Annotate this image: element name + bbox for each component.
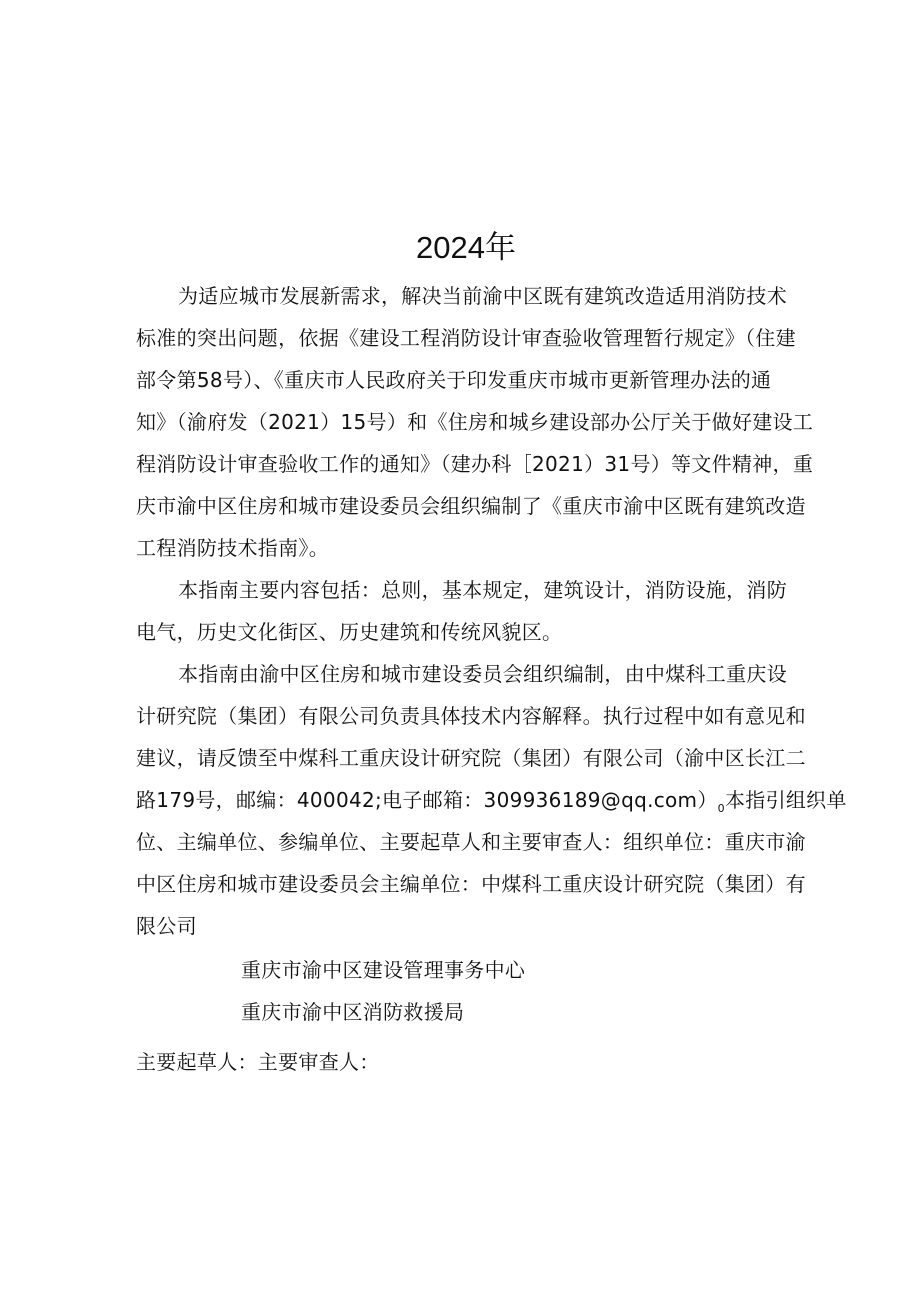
paragraph3-line6: 中区住房和城市建设委员会主编单位：中煤科工重庆设计研究院（集团）有 bbox=[136, 872, 806, 896]
paragraph3-line7: 限公司 bbox=[136, 914, 197, 938]
guide-units-intro-text: 本指引组织单 bbox=[724, 788, 847, 812]
drafters-reviewers-line: 主要起草人：主要审查人： bbox=[136, 1050, 380, 1074]
document-title: 2024年 bbox=[416, 230, 516, 265]
paragraph2-line1: 本指南主要内容包括：总则，基本规定，建筑设计，消防设施，消防 bbox=[178, 578, 787, 602]
paragraph1-line5: 程消防设计审查验收工作的通知》（建办科［2021）31号）等文件精神，重 bbox=[136, 452, 814, 476]
paragraph2-line2: 电气，历史文化街区、历史建筑和传统风貌区。 bbox=[136, 620, 563, 644]
unit-construction-management-center: 重庆市渝中区建设管理事务中心 bbox=[241, 958, 526, 982]
paragraph3-line4 bbox=[136, 785, 847, 819]
paragraph3-line1: 本指南由渝中区住房和城市建设委员会组织编制，由中煤科工重庆设 bbox=[178, 662, 787, 686]
paragraph1-line3: 部令第58号）、《重庆市人民政府关于印发重庆市城市更新管理办法的通 bbox=[136, 368, 772, 392]
paragraph3-line5: 位、主编单位、参编单位、主要起草人和主要审查人：组织单位：重庆市渝 bbox=[136, 830, 806, 854]
unit-fire-rescue-bureau: 重庆市渝中区消防救援局 bbox=[241, 1000, 465, 1024]
paragraph1-line4: 知》（渝府发（2021）15号）和《住房和城乡建设部办公厅关于做好建设工 bbox=[136, 410, 814, 434]
paragraph1-line7: 工程消防技术指南》。 bbox=[136, 536, 329, 560]
contact-info-text: 路179号，邮编：400042;电子邮箱：309936189@qq.com） bbox=[136, 788, 718, 812]
paragraph1-line1: 为适应城市发展新需求，解决当前渝中区既有建筑改造适用消防技术 bbox=[178, 284, 787, 308]
paragraph3-line2: 计研究院（集团）有限公司负责具体技术内容解释。执行过程中如有意见和 bbox=[136, 704, 806, 728]
paragraph1-line2: 标准的突出问题，依据《建设工程消防设计审查验收管理暂行规定》（住建 bbox=[136, 326, 796, 350]
paragraph1-line6: 庆市渝中区住房和城市建设委员会组织编制了《重庆市渝中区既有建筑改造 bbox=[136, 494, 806, 518]
stray-subscript-mark: 0 bbox=[717, 802, 725, 815]
paragraph3-line3: 建议，请反馈至中煤科工重庆设计研究院（集团）有限公司（渝中区长江二 bbox=[136, 746, 806, 770]
